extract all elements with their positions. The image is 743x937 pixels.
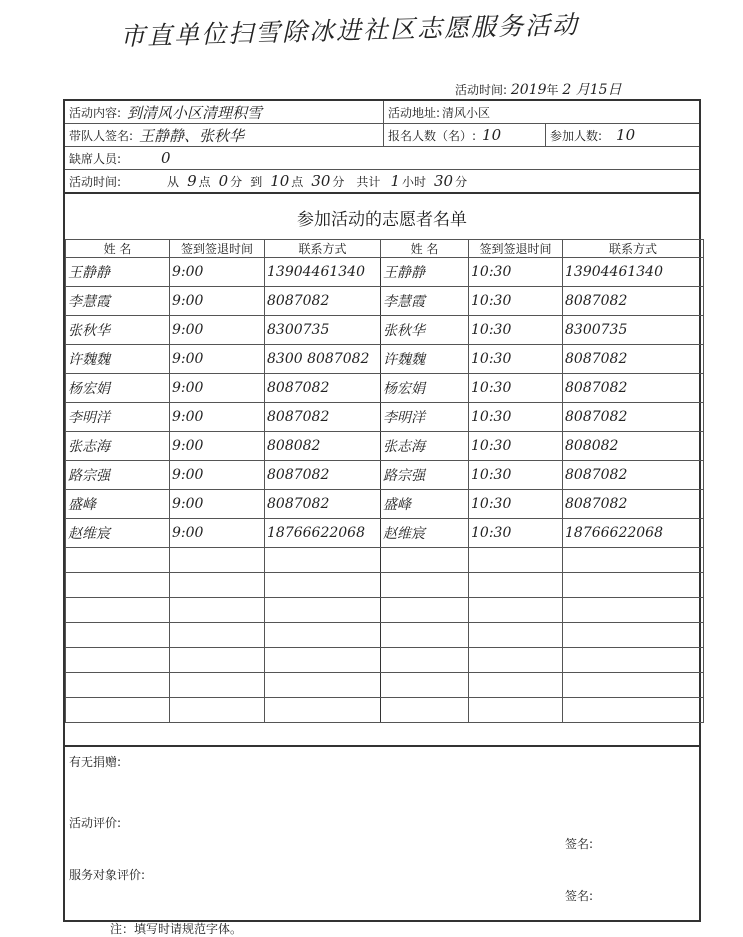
cell-phone2: 8087082	[563, 287, 704, 316]
evaluation-label: 活动评价:	[69, 816, 122, 830]
empty-cell	[381, 623, 469, 648]
column-header: 签到签退时间	[170, 240, 265, 258]
empty-cell	[563, 673, 704, 698]
table-row	[66, 403, 704, 432]
cell-phone: 8087082	[265, 461, 381, 490]
empty-cell	[66, 698, 170, 723]
empty-row	[66, 598, 704, 623]
cell-in: 9:00	[170, 374, 265, 403]
empty-cell	[265, 648, 381, 673]
time-end-hour: 10	[270, 172, 290, 190]
empty-cell	[563, 648, 704, 673]
empty-cell	[469, 698, 563, 723]
content-label: 活动内容:	[69, 105, 122, 120]
time-dot-2: 点	[291, 174, 304, 189]
empty-cell	[265, 623, 381, 648]
empty-row	[66, 698, 704, 723]
volunteer-table	[65, 239, 704, 723]
cell-phone: 8087082	[265, 374, 381, 403]
column-header: 签到签退时间	[469, 240, 563, 258]
column-header: 联系方式	[265, 240, 381, 258]
activity-date	[455, 79, 622, 99]
time-label: 活动时间:	[69, 174, 122, 189]
content-row	[65, 101, 699, 124]
empty-cell	[469, 598, 563, 623]
empty-row	[66, 573, 704, 598]
cell-phone: 8087082	[265, 403, 381, 432]
empty-cell	[563, 598, 704, 623]
cell-in: 9:00	[170, 258, 265, 287]
cell-phone: 18766622068	[265, 519, 381, 548]
absent-row	[65, 147, 699, 170]
cell-name: 张秋华	[66, 316, 170, 345]
address-label: 活动地址:	[388, 105, 441, 120]
cell-name2: 赵维宸	[381, 519, 469, 548]
empty-cell	[265, 598, 381, 623]
cell-phone2: 8087082	[563, 461, 704, 490]
table-row	[66, 287, 704, 316]
empty-cell	[381, 648, 469, 673]
cell-name2: 许魏魏	[381, 345, 469, 374]
empty-row	[66, 548, 704, 573]
page-title: 市直单位扫雪除冰进社区志愿服务活动	[119, 10, 580, 52]
cell-name: 盛峰	[66, 490, 170, 519]
empty-cell	[170, 598, 265, 623]
cell-in: 9:00	[170, 432, 265, 461]
empty-cell	[381, 673, 469, 698]
cell-phone: 8087082	[265, 490, 381, 519]
cell-phone: 8300 8087082	[265, 345, 381, 374]
time-min-3: 分	[455, 174, 468, 189]
table-row	[66, 519, 704, 548]
cell-phone2: 8087082	[563, 374, 704, 403]
service-evaluation-label: 服务对象评价:	[69, 868, 146, 882]
cell-phone2: 8300735	[563, 316, 704, 345]
cell-name: 路宗强	[66, 461, 170, 490]
activity-form	[63, 99, 701, 922]
signup-value: 10	[482, 126, 502, 144]
table-row	[66, 345, 704, 374]
cell-name: 李明洋	[66, 403, 170, 432]
address-cell	[383, 101, 703, 123]
empty-cell	[469, 623, 563, 648]
cell-out: 10:30	[469, 403, 563, 432]
empty-cell	[563, 698, 704, 723]
empty-row	[66, 673, 704, 698]
table-row	[66, 490, 704, 519]
empty-cell	[66, 598, 170, 623]
table-row	[66, 374, 704, 403]
absent-cell	[65, 147, 703, 169]
empty-cell	[66, 648, 170, 673]
cell-name: 王静静	[66, 258, 170, 287]
cell-name2: 李明洋	[381, 403, 469, 432]
cell-phone2: 18766622068	[563, 519, 704, 548]
table-row	[66, 316, 704, 345]
cell-name2: 李慧霞	[381, 287, 469, 316]
empty-cell	[66, 548, 170, 573]
time-hour: 小时	[401, 174, 426, 189]
absent-value: 0	[161, 149, 171, 167]
empty-cell	[563, 573, 704, 598]
empty-cell	[381, 573, 469, 598]
cell-in: 9:00	[170, 519, 265, 548]
empty-cell	[170, 548, 265, 573]
time-duration-hour: 1	[390, 172, 400, 190]
activity-date-year: 2019	[510, 82, 547, 98]
cell-name2: 盛峰	[381, 490, 469, 519]
time-min-2: 分	[332, 174, 345, 189]
time-cell	[65, 170, 703, 192]
empty-cell	[469, 548, 563, 573]
attend-cell	[545, 124, 703, 146]
cell-name2: 路宗强	[381, 461, 469, 490]
volunteer-table-body	[66, 258, 704, 723]
content-cell	[65, 101, 383, 123]
empty-cell	[170, 673, 265, 698]
empty-cell	[170, 573, 265, 598]
cell-in: 9:00	[170, 316, 265, 345]
time-from: 从	[167, 174, 180, 189]
cell-out: 10:30	[469, 519, 563, 548]
cell-phone2: 808082	[563, 432, 704, 461]
time-start-hour: 9	[187, 172, 197, 190]
empty-cell	[265, 673, 381, 698]
activity-date-value: 2 月15日	[562, 82, 622, 98]
cell-name2: 张秋华	[381, 316, 469, 345]
cell-in: 9:00	[170, 403, 265, 432]
cell-out: 10:30	[469, 461, 563, 490]
signup-cell	[383, 124, 545, 146]
evaluation-sign-label: 签名:	[565, 837, 594, 851]
empty-cell	[563, 623, 704, 648]
column-header: 姓 名	[66, 240, 170, 258]
cell-phone2: 13904461340	[563, 258, 704, 287]
empty-cell	[469, 573, 563, 598]
empty-cell	[66, 673, 170, 698]
cell-name: 张志海	[66, 432, 170, 461]
empty-cell	[469, 648, 563, 673]
cell-out: 10:30	[469, 287, 563, 316]
time-total: 共计	[356, 174, 381, 189]
cell-out: 10:30	[469, 374, 563, 403]
time-duration-minute: 30	[434, 172, 454, 190]
activity-date-label: 活动时间:	[455, 83, 508, 97]
cell-in: 9:00	[170, 490, 265, 519]
absent-label: 缺席人员:	[69, 151, 122, 166]
attend-label: 参加人数:	[550, 128, 603, 143]
donation-label: 有无捐赠:	[69, 755, 122, 769]
empty-cell	[265, 573, 381, 598]
time-row	[65, 170, 699, 193]
attend-value: 10	[616, 126, 636, 144]
cell-name2: 杨宏娟	[381, 374, 469, 403]
content-value: 到清风小区清理积雪	[127, 103, 263, 122]
table-row	[66, 432, 704, 461]
cell-out: 10:30	[469, 258, 563, 287]
cell-in: 9:00	[170, 287, 265, 316]
activity-date-year-unit: 年	[546, 83, 559, 97]
empty-cell	[381, 698, 469, 723]
table-row	[66, 258, 704, 287]
leader-cell	[65, 124, 383, 146]
time-dot-1: 点	[198, 174, 211, 189]
table-row	[66, 461, 704, 490]
cell-phone2: 8087082	[563, 490, 704, 519]
empty-cell	[66, 623, 170, 648]
empty-cell	[381, 598, 469, 623]
cell-phone: 13904461340	[265, 258, 381, 287]
service-sign-label: 签名:	[565, 889, 594, 903]
leader-row	[65, 124, 699, 147]
volunteer-list-title: 参加活动的志愿者名单	[297, 210, 467, 230]
cell-name2: 张志海	[381, 432, 469, 461]
time-start-minute: 0	[218, 172, 229, 190]
list-bottom-separator	[65, 745, 699, 747]
cell-in: 9:00	[170, 345, 265, 374]
cell-phone: 8300735	[265, 316, 381, 345]
cell-out: 10:30	[469, 345, 563, 374]
address-value: 清风小区	[442, 105, 491, 120]
empty-cell	[563, 548, 704, 573]
cell-phone2: 8087082	[563, 345, 704, 374]
empty-cell	[170, 648, 265, 673]
cell-name: 杨宏娟	[66, 374, 170, 403]
cell-name: 赵维宸	[66, 519, 170, 548]
time-min-1: 分	[230, 174, 243, 189]
cell-in: 9:00	[170, 461, 265, 490]
volunteer-table-header	[66, 240, 704, 258]
signup-label: 报名人数（名）:	[388, 128, 477, 143]
empty-cell	[170, 698, 265, 723]
column-header: 姓 名	[381, 240, 469, 258]
leader-label: 带队人签名:	[69, 128, 134, 143]
cell-out: 10:30	[469, 316, 563, 345]
column-header: 联系方式	[563, 240, 704, 258]
cell-phone2: 8087082	[563, 403, 704, 432]
empty-row	[66, 623, 704, 648]
cell-phone: 808082	[265, 432, 381, 461]
cell-name2: 王静静	[381, 258, 469, 287]
cell-name: 许魏魏	[66, 345, 170, 374]
empty-cell	[381, 548, 469, 573]
empty-cell	[66, 573, 170, 598]
empty-cell	[170, 623, 265, 648]
time-end-minute: 30	[311, 172, 331, 190]
header-separator	[65, 192, 699, 194]
cell-name: 李慧霞	[66, 287, 170, 316]
empty-row	[66, 648, 704, 673]
leader-signature: 王静静、张秋华	[139, 126, 245, 145]
cell-out: 10:30	[469, 490, 563, 519]
cell-phone: 8087082	[265, 287, 381, 316]
empty-cell	[469, 673, 563, 698]
cell-out: 10:30	[469, 432, 563, 461]
time-to: 到	[250, 174, 263, 189]
footnote: 注：填写时请规范字体。	[110, 922, 243, 936]
empty-cell	[265, 548, 381, 573]
empty-cell	[265, 698, 381, 723]
